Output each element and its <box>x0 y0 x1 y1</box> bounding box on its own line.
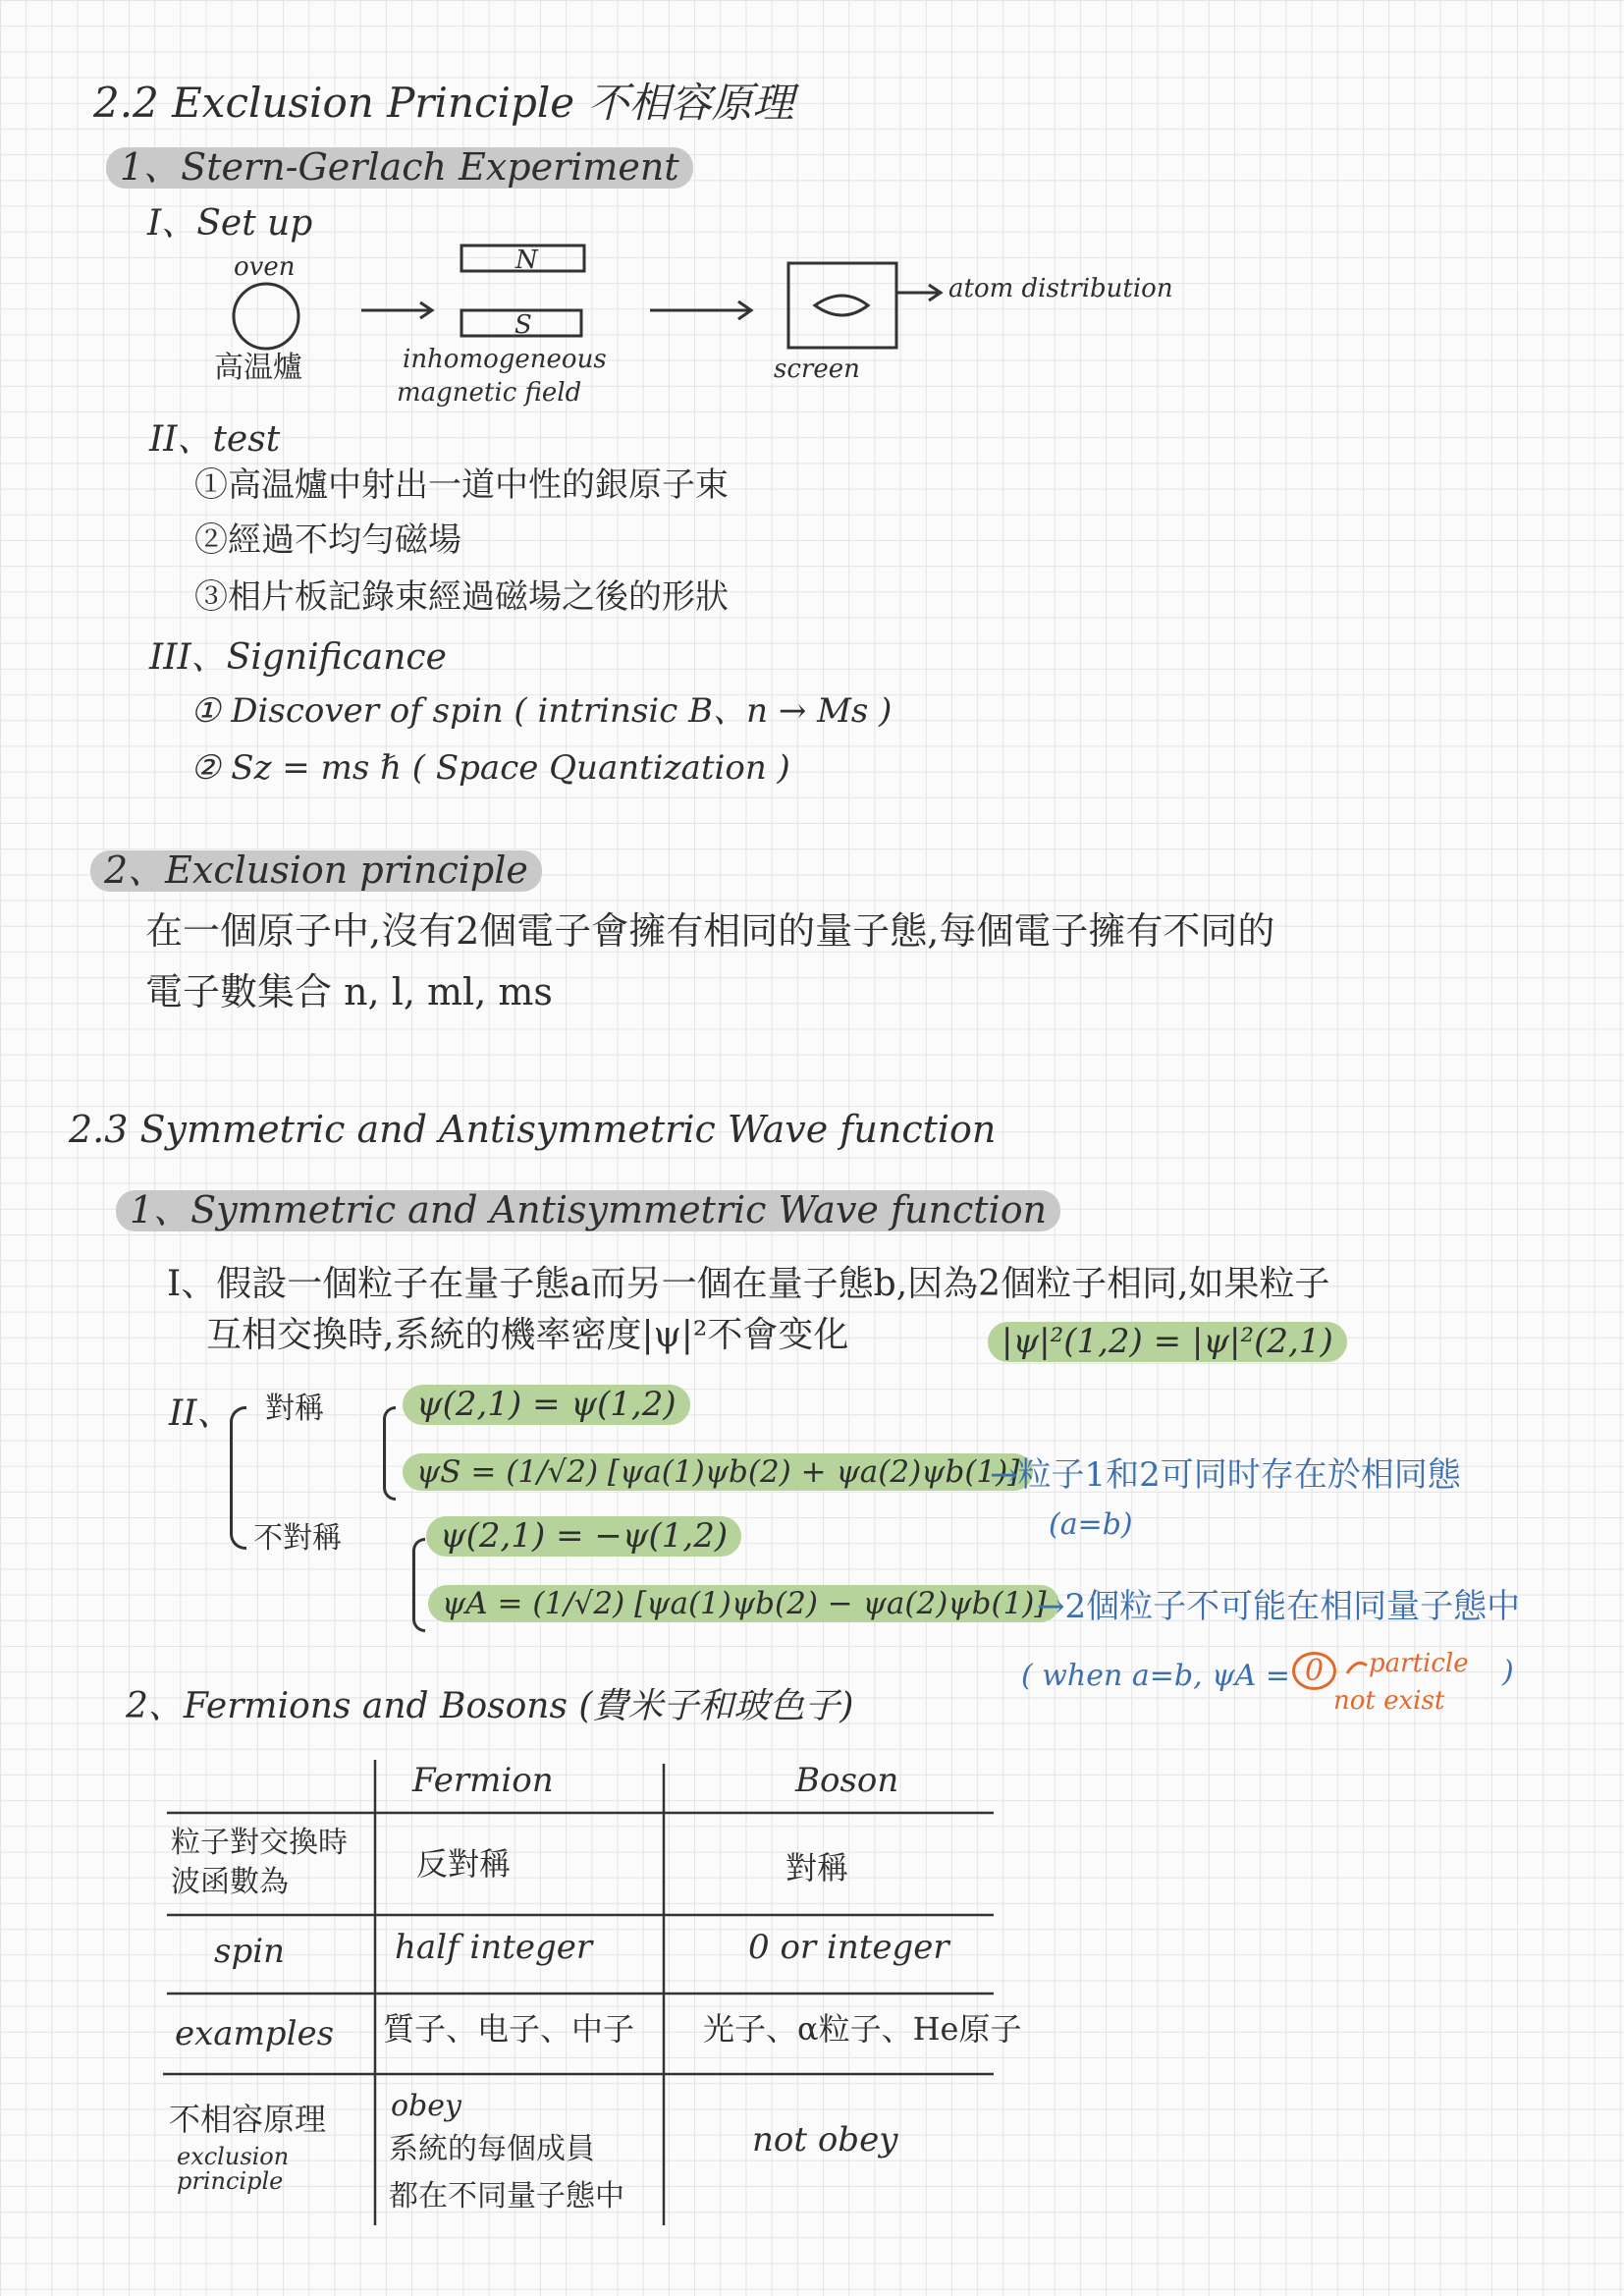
symmetric-condition: (a=b) <box>1049 1507 1133 1542</box>
magnet-n-label: N <box>515 246 538 275</box>
assumption-line-1: I、假設一個粒子在量子態a而另一個在量子態b,因為2個粒子相同,如果粒子 <box>167 1264 1330 1304</box>
symmetric-note: →粒子1和2可同时存在於相同態 <box>990 1455 1461 1495</box>
assumption-line-2: 互相交換時,系統的機率密度|ψ|²不會变化 <box>206 1315 849 1355</box>
significance-item-2: ② Sz = ms ℏ ( Space Quantization ) <box>190 748 790 788</box>
atom-distribution-label: atom distribution <box>948 274 1173 303</box>
table-row-3-boson: 光子、α粒子、He原子 <box>703 2010 1022 2048</box>
antisymmetric-label: 不對稱 <box>253 1521 342 1556</box>
antisymmetric-wavefunction: ψA = (1/√2) [ψa(1)ψb(2) − ψa(2)ψb(1)] <box>428 1585 1059 1622</box>
table-row-2-fermion: half integer <box>395 1928 593 1967</box>
antisymmetric-note: →2個粒子不可能在相同量子態中 <box>1037 1587 1521 1626</box>
section-title-2-3: 2.3 Symmetric and Antisymmetric Wave function <box>69 1108 997 1151</box>
table-row-3-fermion: 質子、电子、中子 <box>383 2010 635 2048</box>
table-row-4-boson: not obey <box>752 2120 898 2159</box>
test-item-2: ②經過不均勻磁場 <box>194 520 461 560</box>
table-row-4-fermion-line-2: 系統的每個成員 <box>389 2132 595 2166</box>
when-note: ( when a=b, ψA = <box>1021 1659 1291 1693</box>
field-label-1: inhomogeneous <box>403 345 607 374</box>
screen-label: screen <box>774 355 860 384</box>
subsection-symmetric: 1、Symmetric and Antisymmetric Wave function <box>116 1190 1060 1231</box>
field-label-2: magnetic field <box>397 378 582 408</box>
when-note-close: ) <box>1502 1655 1514 1689</box>
table-row-1-label-a: 粒子對交換時 <box>171 1826 348 1860</box>
symmetric-label: 對稱 <box>265 1392 324 1426</box>
significance-heading: III、Significance <box>149 637 447 678</box>
exclusion-line-1: 在一個原子中,沒有2個電子會擁有相同的量子態,每個電子擁有不同的 <box>145 909 1275 953</box>
table-header-fermion: Fermion <box>412 1761 554 1800</box>
particle-note-2: not exist <box>1333 1686 1445 1716</box>
table-row-1-boson: 對稱 <box>785 1849 849 1886</box>
oven-label: oven <box>234 252 296 282</box>
test-heading: II、test <box>149 419 281 460</box>
antisymmetric-equation-1: ψ(2,1) = −ψ(1,2) <box>426 1516 741 1557</box>
table-row-1-label-b: 波函數為 <box>171 1865 289 1899</box>
magnet-s-label: S <box>514 310 532 340</box>
subsection-fermions-bosons: 2、Fermions and Bosons (費米子和玻色子) <box>126 1686 854 1726</box>
table-row-4-fermion: obey <box>391 2089 461 2123</box>
table-header-boson: Boson <box>795 1761 899 1800</box>
zero-circled: 0 <box>1292 1652 1336 1690</box>
test-item-1: ①高温爐中射出一道中性的銀原子束 <box>194 465 729 505</box>
furnace-label: 高温爐 <box>214 351 302 385</box>
table-row-4-fermion-line-3: 都在不同量子態中 <box>389 2179 624 2214</box>
exclusion-line-2: 電子數集合 n, l, ml, ms <box>145 970 553 1013</box>
particle-note-1: particle <box>1369 1649 1469 1678</box>
significance-item-1: ① Discover of spin ( intrinsic B、n → Ms ) <box>190 691 893 731</box>
table-row-4-label-a: 不相容原理 <box>169 2101 327 2138</box>
section-title-2-2: 2.2 Exclusion Principle 不相容原理 <box>93 79 794 127</box>
table-row-3-label: examples <box>175 2014 335 2053</box>
table-row-4-label-b: exclusion principle <box>177 2143 290 2196</box>
table-row-2-label: spin <box>214 1932 285 1971</box>
setup-heading: I、Set up <box>147 203 313 244</box>
table-row-1-fermion: 反對稱 <box>416 1845 512 1883</box>
symmetric-equation-1: ψ(2,1) = ψ(1,2) <box>403 1385 690 1425</box>
test-item-3: ③相片板記錄束經過磁場之後的形狀 <box>194 577 729 617</box>
subsection-exclusion-principle: 2、Exclusion principle <box>90 850 542 892</box>
subsection-stern-gerlach: 1、Stern-Gerlach Experiment <box>106 147 693 189</box>
probability-equation: |ψ|²(1,2) = |ψ|²(2,1) <box>988 1322 1347 1362</box>
ii-label: II、 <box>169 1394 233 1434</box>
table-row-2-boson: 0 or integer <box>748 1928 949 1967</box>
symmetric-wavefunction: ψS = (1/√2) [ψa(1)ψb(2) + ψa(2)ψb(1)] <box>403 1453 1033 1491</box>
